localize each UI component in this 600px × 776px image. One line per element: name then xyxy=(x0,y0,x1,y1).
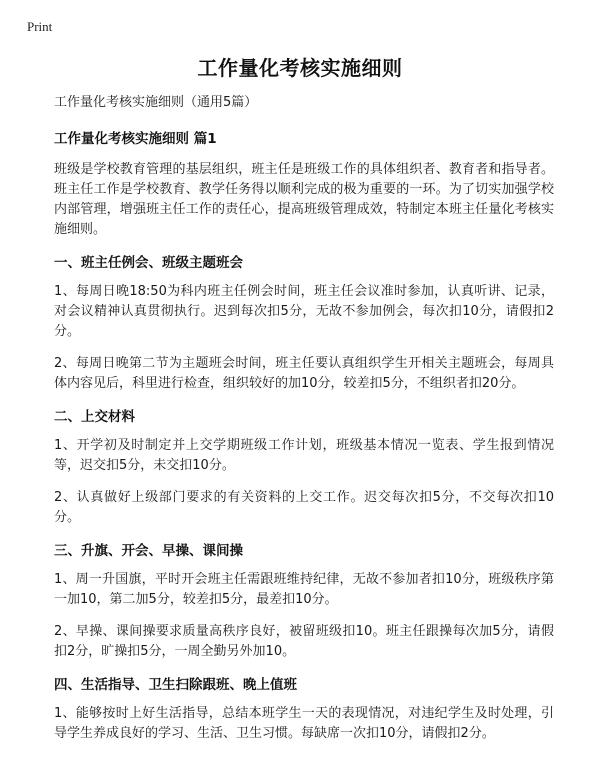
section-3-paragraph-1: 1、周一升国旗，平时开会班主任需跟班维持纪律，无故不参加者扣10分，班级秩序第一加10，第二加5分，较差扣5分，最差扣10分。 xyxy=(54,572,554,607)
section-4-paragraph-1: 1、能够按时上好生活指导，总结本班学生一天的表现情况，对违纪学生及时处理，引导学生养成良好的学习、生活、卫生习惯。每缺席一次扣10分，请假扣2分。 xyxy=(54,706,554,741)
section-1-paragraph-1: 1、每周日晚18:50为科内班主任例会时间，班主任会议准时参加，认真听讲、记录，对会议精神认真贯彻执行。迟到每次扣5分，无故不参加例会，每次扣10分，请假扣2分。 xyxy=(54,284,554,339)
section-heading-1: 一、班主任例会、班级主题班会 xyxy=(54,255,243,271)
document-title: 工作量化考核实施细则 xyxy=(197,56,403,80)
section-3-paragraph-2: 2、早操、课间操要求质量高秩序良好，被留班级扣10。班主任跟操每次加5分，请假扣2分，旷操扣5分，一周全勤另外加10。 xyxy=(54,624,554,659)
section-heading-4: 四、生活指导、卫生扫除跟班、晚上值班 xyxy=(54,677,297,693)
section-heading-2: 二、上交材料 xyxy=(54,409,135,425)
document-subtitle: 工作量化考核实施细则（通用5篇） xyxy=(54,95,258,110)
section-1-paragraph-2: 2、每周日晚第二节为主题班会时间，班主任要认真组织学生开相关主题班会，每周具体内容见后，科里进行检查，组织较好的加10分，较差扣5分，不组织者扣20分。 xyxy=(54,356,554,391)
intro-paragraph: 班级是学校教育管理的基层组织，班主任是班级工作的具体组织者、教育者和指导者。班主任工作是学校教育、教学任务得以顺利完成的极为重要的一环。为了切实加强学校内部管理，增强班主任工作的责任心，提高班级管理成效，特制定本班主任量化考核实施细则。 xyxy=(54,162,554,237)
print-link[interactable]: Print xyxy=(27,19,53,34)
section-heading-3: 三、升旗、开会、早操、课间操 xyxy=(54,543,243,559)
section-2-paragraph-2: 2、认真做好上级部门要求的有关资料的上交工作。迟交每次扣5分，不交每次扣10分。 xyxy=(54,490,554,525)
section-2-paragraph-1: 1、开学初及时制定并上交学期班级工作计划，班级基本情况一览表、学生报到情况等，迟交扣5分，未交扣10分。 xyxy=(54,438,554,473)
part-heading: 工作量化考核实施细则 篇1 xyxy=(54,131,217,147)
document-body xyxy=(54,92,554,756)
